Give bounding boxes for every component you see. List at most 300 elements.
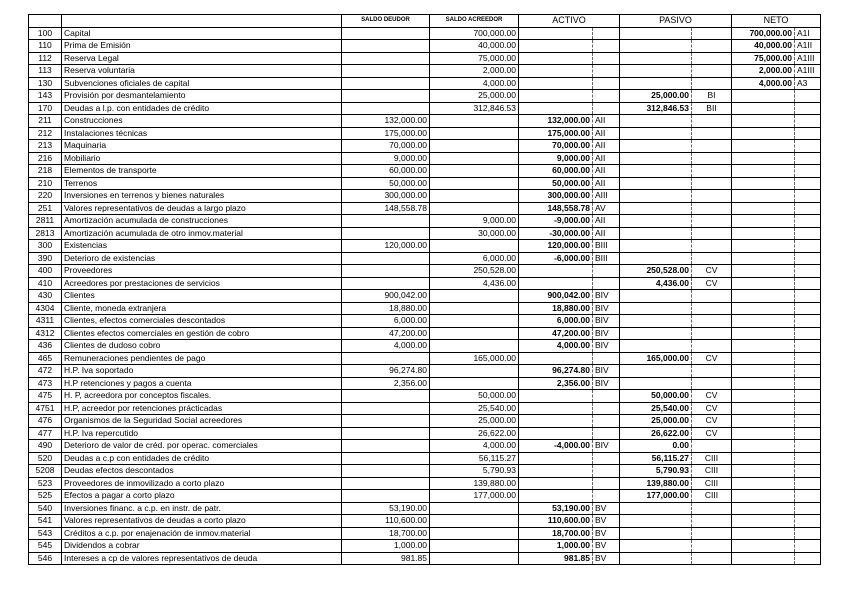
activo-amount: 2,356.00 (519, 377, 593, 390)
pasivo-tag (692, 65, 732, 78)
saldo-deudor-cell (342, 27, 430, 40)
pasivo-tag: CV (692, 427, 732, 440)
saldo-deudor-cell: 53,190.00 (342, 502, 430, 515)
neto-tag (795, 315, 821, 328)
pasivo-tag (692, 127, 732, 140)
activo-amount: 70,000.00 (519, 140, 593, 153)
activo-amount (519, 477, 593, 490)
saldo-acreedor-cell: 56,115.27 (430, 452, 519, 465)
activo-amount: 148,558.78 (519, 202, 593, 215)
account-code: 400 (29, 265, 62, 278)
activo-tag: BIV (593, 290, 620, 303)
saldo-acreedor-cell: 25,540.00 (430, 402, 519, 415)
pasivo-amount (620, 127, 692, 140)
activo-tag (593, 465, 620, 478)
saldo-acreedor-cell: 5,790.93 (430, 465, 519, 478)
account-code: 218 (29, 165, 62, 178)
pasivo-amount (620, 365, 692, 378)
neto-tag (795, 277, 821, 290)
header-name-blank (62, 15, 342, 28)
neto-tag (795, 140, 821, 153)
saldo-acreedor-cell: 4,000.00 (430, 440, 519, 453)
neto-amount (732, 340, 795, 353)
saldo-acreedor-cell: 25,000.00 (430, 90, 519, 103)
pasivo-tag: CIII (692, 452, 732, 465)
neto-amount (732, 102, 795, 115)
activo-amount (519, 40, 593, 53)
header-neto: NETO (732, 15, 821, 28)
saldo-deudor-cell: 18,700.00 (342, 527, 430, 540)
activo-amount: 110,600.00 (519, 515, 593, 528)
neto-tag (795, 202, 821, 215)
saldo-acreedor-cell (430, 540, 519, 553)
pasivo-amount (620, 202, 692, 215)
pasivo-amount (620, 115, 692, 128)
activo-amount: 900,042.00 (519, 290, 593, 303)
pasivo-tag (692, 140, 732, 153)
saldo-acreedor-cell (430, 527, 519, 540)
neto-tag (795, 465, 821, 478)
pasivo-tag (692, 227, 732, 240)
activo-tag: AII (593, 177, 620, 190)
activo-amount: 300,000.00 (519, 190, 593, 203)
account-code: 251 (29, 202, 62, 215)
saldo-deudor-cell: 148,558.78 (342, 202, 430, 215)
neto-amount (732, 427, 795, 440)
saldo-acreedor-cell (430, 315, 519, 328)
neto-amount: 75,000.00 (732, 52, 795, 65)
pasivo-tag (692, 290, 732, 303)
pasivo-amount: 4,436.00 (620, 277, 692, 290)
account-code: 170 (29, 102, 62, 115)
pasivo-tag (692, 377, 732, 390)
table-row (29, 352, 821, 365)
pasivo-amount (620, 240, 692, 253)
account-code: 543 (29, 527, 62, 540)
neto-amount (732, 377, 795, 390)
table-row (29, 65, 821, 78)
pasivo-tag: CIII (692, 465, 732, 478)
activo-amount (519, 102, 593, 115)
saldo-acreedor-cell (430, 340, 519, 353)
table-row (29, 302, 821, 315)
saldo-deudor-cell: 50,000.00 (342, 177, 430, 190)
saldo-acreedor-cell: 250,528.00 (430, 265, 519, 278)
table-row (29, 277, 821, 290)
account-code: 5208 (29, 465, 62, 478)
neto-amount (732, 402, 795, 415)
neto-tag (795, 477, 821, 490)
pasivo-tag (692, 52, 732, 65)
pasivo-amount: 250,528.00 (620, 265, 692, 278)
neto-tag (795, 502, 821, 515)
account-name: Deudas a c.p con entidades de crédito (62, 452, 342, 465)
saldo-deudor-cell: 120,000.00 (342, 240, 430, 253)
table-row (29, 77, 821, 90)
neto-tag (795, 240, 821, 253)
pasivo-tag (692, 340, 732, 353)
activo-amount (519, 465, 593, 478)
neto-tag (795, 365, 821, 378)
neto-tag (795, 515, 821, 528)
pasivo-amount (620, 302, 692, 315)
account-name: Amortización acumulada de otro inmov.material (62, 227, 342, 240)
account-code: 472 (29, 365, 62, 378)
activo-amount: -9,000.00 (519, 215, 593, 228)
neto-tag (795, 377, 821, 390)
account-name: Amortización acumulada de construcciones (62, 215, 342, 228)
table-row (29, 290, 821, 303)
saldo-acreedor-cell: 165,000.00 (430, 352, 519, 365)
neto-amount (732, 165, 795, 178)
table-row (29, 315, 821, 328)
pasivo-amount (620, 340, 692, 353)
saldo-deudor-cell (342, 427, 430, 440)
activo-tag (593, 52, 620, 65)
neto-amount (732, 190, 795, 203)
neto-tag (795, 452, 821, 465)
activo-amount: 18,880.00 (519, 302, 593, 315)
neto-amount (732, 365, 795, 378)
account-code: 490 (29, 440, 62, 453)
account-code: 477 (29, 427, 62, 440)
activo-amount (519, 52, 593, 65)
saldo-deudor-cell (342, 440, 430, 453)
saldo-deudor-cell (342, 490, 430, 503)
account-code: 210 (29, 177, 62, 190)
pasivo-tag (692, 152, 732, 165)
table-row (29, 127, 821, 140)
account-code: 113 (29, 65, 62, 78)
saldo-acreedor-cell: 6,000.00 (430, 252, 519, 265)
neto-amount (732, 202, 795, 215)
neto-amount (732, 477, 795, 490)
activo-amount (519, 390, 593, 403)
pasivo-tag (692, 315, 732, 328)
activo-amount: 132,000.00 (519, 115, 593, 128)
account-name: Reserva voluntaria (62, 65, 342, 78)
neto-tag: A3 (795, 77, 821, 90)
account-name: Intereses a cp de valores representativos de deuda (62, 552, 342, 565)
account-code: 473 (29, 377, 62, 390)
activo-tag: BIII (593, 252, 620, 265)
saldo-deudor-cell: 900,042.00 (342, 290, 430, 303)
account-code: 213 (29, 140, 62, 153)
pasivo-tag: CIII (692, 477, 732, 490)
account-name: Valores representativos de deudas a largo plazo (62, 202, 342, 215)
activo-amount (519, 77, 593, 90)
activo-amount: 60,000.00 (519, 165, 593, 178)
account-name: Inversiones financ. a c.p. en instr. de patr. (62, 502, 342, 515)
neto-tag (795, 340, 821, 353)
table-row (29, 215, 821, 228)
saldo-acreedor-cell: 4,436.00 (430, 277, 519, 290)
account-name: H.P, acreedor por retenciones prácticadas (62, 402, 342, 415)
table-row (29, 177, 821, 190)
activo-tag (593, 452, 620, 465)
activo-tag (593, 415, 620, 428)
saldo-acreedor-cell: 2,000.00 (430, 65, 519, 78)
header-code-blank (29, 15, 62, 28)
pasivo-amount: 312,846.53 (620, 102, 692, 115)
account-name: Remuneraciones pendientes de pago (62, 352, 342, 365)
account-name: Terrenos (62, 177, 342, 190)
activo-tag (593, 265, 620, 278)
activo-tag: BIII (593, 240, 620, 253)
saldo-deudor-cell: 60,000.00 (342, 165, 430, 178)
saldo-acreedor-cell: 139,880.00 (430, 477, 519, 490)
saldo-deudor-cell (342, 40, 430, 53)
account-name: Cliente, moneda extranjera (62, 302, 342, 315)
pasivo-tag (692, 540, 732, 553)
activo-tag (593, 427, 620, 440)
pasivo-tag (692, 165, 732, 178)
activo-amount: 50,000.00 (519, 177, 593, 190)
saldo-deudor-cell (342, 277, 430, 290)
activo-amount: 981.85 (519, 552, 593, 565)
neto-tag (795, 102, 821, 115)
account-code: 520 (29, 452, 62, 465)
pasivo-tag (692, 515, 732, 528)
neto-amount (732, 252, 795, 265)
neto-tag (795, 227, 821, 240)
activo-tag: AII (593, 215, 620, 228)
saldo-acreedor-cell (430, 365, 519, 378)
table-row (29, 252, 821, 265)
account-name: Subvenciones oficiales de capital (62, 77, 342, 90)
account-code: 110 (29, 40, 62, 53)
pasivo-tag (692, 302, 732, 315)
pasivo-amount (620, 515, 692, 528)
account-code: 220 (29, 190, 62, 203)
account-name: Capital (62, 27, 342, 40)
activo-tag (593, 27, 620, 40)
activo-tag: BV (593, 552, 620, 565)
activo-tag: BIV (593, 340, 620, 353)
account-code: 112 (29, 52, 62, 65)
saldo-acreedor-cell: 26,622.00 (430, 427, 519, 440)
account-code: 300 (29, 240, 62, 253)
saldo-acreedor-cell: 40,000.00 (430, 40, 519, 53)
activo-amount (519, 277, 593, 290)
account-name: Provisión por desmantelamiento (62, 90, 342, 103)
saldo-acreedor-cell (430, 190, 519, 203)
table-row (29, 465, 821, 478)
neto-amount (732, 227, 795, 240)
neto-tag (795, 215, 821, 228)
activo-tag: AII (593, 227, 620, 240)
activo-tag (593, 65, 620, 78)
neto-tag: A1III (795, 52, 821, 65)
saldo-deudor-cell: 2,356.00 (342, 377, 430, 390)
neto-tag (795, 265, 821, 278)
saldo-deudor-cell (342, 402, 430, 415)
pasivo-amount (620, 140, 692, 153)
activo-amount (519, 452, 593, 465)
saldo-acreedor-cell (430, 240, 519, 253)
pasivo-amount: 56,115.27 (620, 452, 692, 465)
activo-tag: BV (593, 515, 620, 528)
account-name: Inversiones en terrenos y bienes naturales (62, 190, 342, 203)
saldo-acreedor-cell (430, 140, 519, 153)
activo-amount: -6,000.00 (519, 252, 593, 265)
neto-tag: A1II (795, 40, 821, 53)
table-row (29, 527, 821, 540)
pasivo-tag (692, 77, 732, 90)
table-row (29, 427, 821, 440)
activo-amount: 9,000.00 (519, 152, 593, 165)
pasivo-tag (692, 40, 732, 53)
activo-tag: AII (593, 115, 620, 128)
neto-amount (732, 352, 795, 365)
activo-amount: 96,274.80 (519, 365, 593, 378)
account-name: Clientes de dudoso cobro (62, 340, 342, 353)
neto-amount (732, 502, 795, 515)
activo-amount: 53,190.00 (519, 502, 593, 515)
activo-amount: 6,000.00 (519, 315, 593, 328)
activo-amount (519, 265, 593, 278)
saldo-acreedor-cell (430, 515, 519, 528)
neto-tag (795, 352, 821, 365)
pasivo-tag: CV (692, 402, 732, 415)
neto-amount: 2,000.00 (732, 65, 795, 78)
account-name: Clientes, efectos comerciales descontados (62, 315, 342, 328)
saldo-deudor-cell (342, 352, 430, 365)
neto-amount (732, 127, 795, 140)
pasivo-amount: 50,000.00 (620, 390, 692, 403)
pasivo-amount (620, 40, 692, 53)
account-name: Deudas efectos descontados (62, 465, 342, 478)
pasivo-amount: 165,000.00 (620, 352, 692, 365)
pasivo-tag: BI (692, 90, 732, 103)
activo-amount (519, 90, 593, 103)
account-code: 130 (29, 77, 62, 90)
saldo-acreedor-cell (430, 127, 519, 140)
neto-tag: A1I (795, 27, 821, 40)
header-activo: ACTIVO (519, 15, 620, 28)
account-name: Clientes (62, 290, 342, 303)
pasivo-tag (692, 527, 732, 540)
pasivo-tag (692, 252, 732, 265)
pasivo-tag (692, 502, 732, 515)
pasivo-tag: CV (692, 415, 732, 428)
activo-tag: BV (593, 527, 620, 540)
pasivo-tag (692, 240, 732, 253)
saldo-acreedor-cell (430, 165, 519, 178)
neto-tag (795, 427, 821, 440)
pasivo-tag (692, 215, 732, 228)
pasivo-amount: 25,000.00 (620, 415, 692, 428)
saldo-acreedor-cell: 4,000.00 (430, 77, 519, 90)
saldo-deudor-cell (342, 477, 430, 490)
pasivo-amount (620, 190, 692, 203)
account-name: Prima de Emisión (62, 40, 342, 53)
neto-amount (732, 540, 795, 553)
neto-amount (732, 152, 795, 165)
activo-tag (593, 40, 620, 53)
table-row (29, 152, 821, 165)
activo-tag: BIV (593, 440, 620, 453)
account-name: Reserva Legal (62, 52, 342, 65)
saldo-deudor-cell (342, 77, 430, 90)
account-code: 4311 (29, 315, 62, 328)
saldo-acreedor-cell (430, 502, 519, 515)
activo-amount: -30,000.00 (519, 227, 593, 240)
activo-tag (593, 90, 620, 103)
activo-amount (519, 427, 593, 440)
neto-amount: 4,000.00 (732, 77, 795, 90)
pasivo-amount (620, 177, 692, 190)
pasivo-amount (620, 227, 692, 240)
neto-amount (732, 415, 795, 428)
neto-amount (732, 390, 795, 403)
saldo-acreedor-cell: 312,846.53 (430, 102, 519, 115)
activo-tag: BIV (593, 315, 620, 328)
saldo-deudor-cell (342, 90, 430, 103)
saldo-deudor-cell: 300,000.00 (342, 190, 430, 203)
neto-tag (795, 402, 821, 415)
neto-amount (732, 140, 795, 153)
table-row (29, 365, 821, 378)
pasivo-amount (620, 27, 692, 40)
account-name: Deudas a l.p. con entidades de crédito (62, 102, 342, 115)
account-code: 143 (29, 90, 62, 103)
neto-tag (795, 177, 821, 190)
table-row (29, 40, 821, 53)
neto-tag (795, 165, 821, 178)
pasivo-amount (620, 65, 692, 78)
neto-amount (732, 515, 795, 528)
header-pasivo: PASIVO (620, 15, 732, 28)
pasivo-tag: CV (692, 277, 732, 290)
pasivo-amount (620, 327, 692, 340)
account-name: Deterioro de existencias (62, 252, 342, 265)
table-row (29, 402, 821, 415)
pasivo-tag (692, 177, 732, 190)
saldo-deudor-cell (342, 465, 430, 478)
neto-amount (732, 302, 795, 315)
table-row (29, 240, 821, 253)
account-name: Valores representativos de deudas a corto plazo (62, 515, 342, 528)
saldo-deudor-cell (342, 227, 430, 240)
table-row (29, 52, 821, 65)
activo-amount: 4,000.00 (519, 340, 593, 353)
pasivo-tag: CIII (692, 490, 732, 503)
table-row (29, 440, 821, 453)
saldo-deudor-cell: 70,000.00 (342, 140, 430, 153)
account-name: Deterioro de valor de créd. por operac. comerciales (62, 440, 342, 453)
neto-amount: 40,000.00 (732, 40, 795, 53)
account-code: 410 (29, 277, 62, 290)
account-name: H. P, acreedora por conceptos fiscales. (62, 390, 342, 403)
neto-tag (795, 490, 821, 503)
neto-tag (795, 390, 821, 403)
header-row (29, 15, 821, 28)
account-code: 390 (29, 252, 62, 265)
neto-amount (732, 440, 795, 453)
saldo-deudor-cell: 9,000.00 (342, 152, 430, 165)
neto-tag (795, 152, 821, 165)
account-code: 476 (29, 415, 62, 428)
account-name: Créditos a c.p. por enajenación de inmov.material (62, 527, 342, 540)
pasivo-amount (620, 552, 692, 565)
activo-amount (519, 65, 593, 78)
pasivo-amount (620, 252, 692, 265)
saldo-deudor-cell (342, 452, 430, 465)
saldo-deudor-cell (342, 215, 430, 228)
account-name: Maquinaria (62, 140, 342, 153)
pasivo-tag (692, 27, 732, 40)
